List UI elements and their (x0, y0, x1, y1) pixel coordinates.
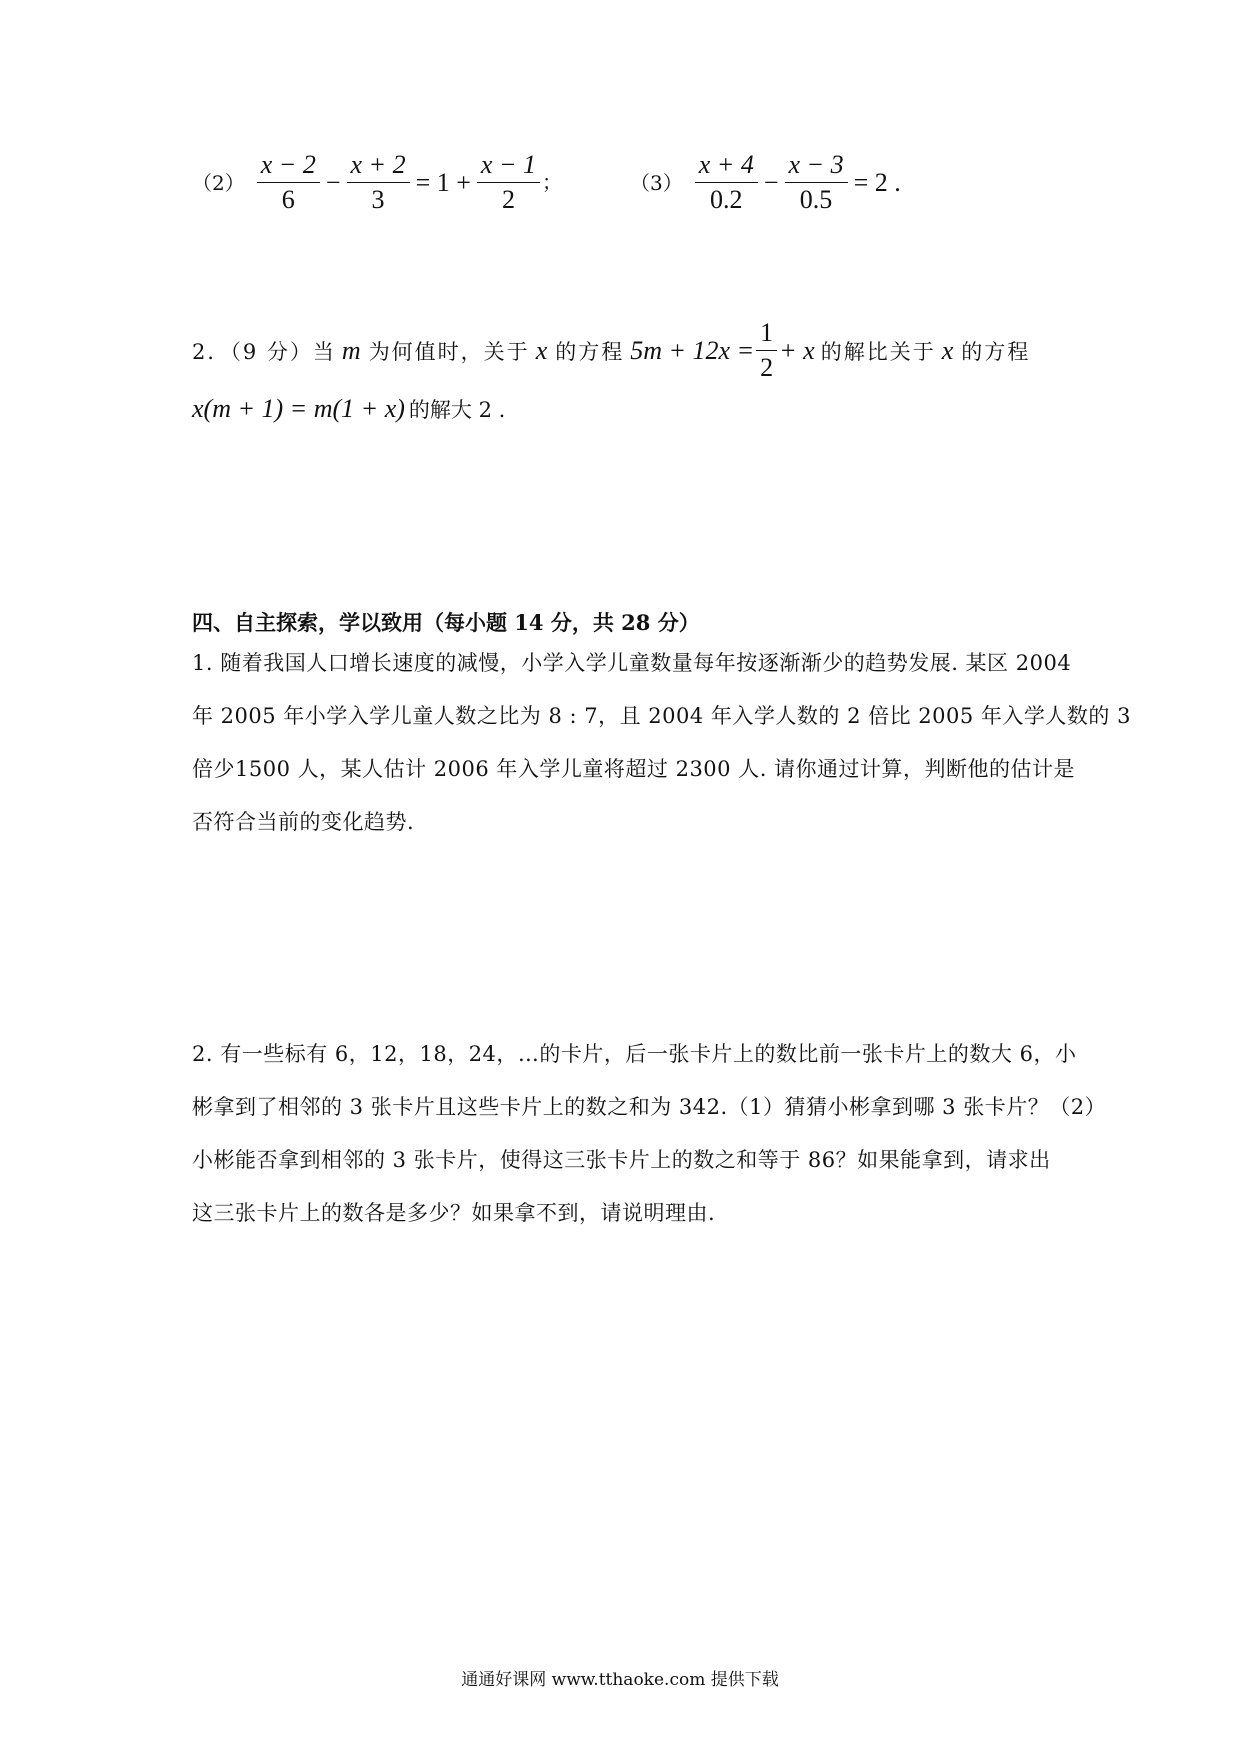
equation-3-label: （3） (630, 170, 683, 195)
problem-line: 2. 有一些标有 6，12，18，24，…的卡片，后一张卡片上的数比前一张卡片上的数大 6，小 (192, 1042, 1077, 1066)
fraction: $\frac{x - 1}{2}$ (477, 150, 540, 215)
fraction: $\frac{x + 4}{0.2}$ (695, 150, 758, 215)
section-4-problem-2 (192, 1028, 1106, 1240)
fraction: $\frac{x + 2}{3}$ (347, 150, 410, 215)
fraction: $\frac{x - 2}{6}$ (257, 150, 320, 215)
equation-2: （2） $\frac{x - 2}{6}$ − $\frac{x + 2}{3}$ = 1 + $\frac{x - 1}{2}$ ； (192, 150, 563, 214)
problem-line: 小彬能否拿到相邻的 3 张卡片，使得这三张卡片上的数之和等于 86？如果能拿到，请求出 (192, 1148, 1051, 1172)
equation-2-label: （2） (192, 170, 245, 195)
section-4-problem-1 (192, 637, 1131, 849)
section-4-heading: 四、自主探索，学以致用（每小题 14 分，共 28 分） (192, 610, 700, 635)
fraction: $\frac{x - 3}{0.5}$ (785, 150, 848, 215)
problem-line: 1. 随着我国人口增长速度的减慢，小学入学儿童数量每年按逐渐渐少的趋势发展. 某区 2004 (192, 651, 1072, 675)
page-footer: 通通好课网 www.tthaoke.com 提供下载 (461, 1670, 779, 1690)
problem-line: 彬拿到了相邻的 3 张卡片且这些卡片上的数之和为 342.（1）猜猜小彬拿到哪 3 张卡片？（2） (192, 1095, 1107, 1119)
problem-line: 年 2005 年小学入学儿童人数之比为 8 : 7，且 2004 年入学人数的 2 倍比 2005 年入学人数的 3 (192, 704, 1131, 728)
fraction-one-half: $\frac{1}{2}$ (756, 318, 777, 383)
equation-3: （3） $\frac{x + 4}{0.2}$ − $\frac{x - 3}{0.5}$ = 2 . (630, 150, 901, 214)
problem-line: 否符合当前的变化趋势. (192, 810, 415, 834)
problem-line: 倍少1500 人，某人估计 2006 年入学儿童将超过 2300 人. 请你通过计算，判断他的估计是 (192, 757, 1076, 781)
problem-2-line-1: 2．（9 分）当 m 为何值时，关于 x 的方程 5m + 12x = $\frac{1}{2}$ + x 的解比关于 x 的方程 (192, 318, 1031, 382)
problem-line: 这三张卡片上的数各是多少？如果拿不到，请说明理由. (192, 1201, 716, 1225)
problem-2-line-2: x(m + 1) = m(1 + x) 的解大 2 . (192, 394, 506, 423)
